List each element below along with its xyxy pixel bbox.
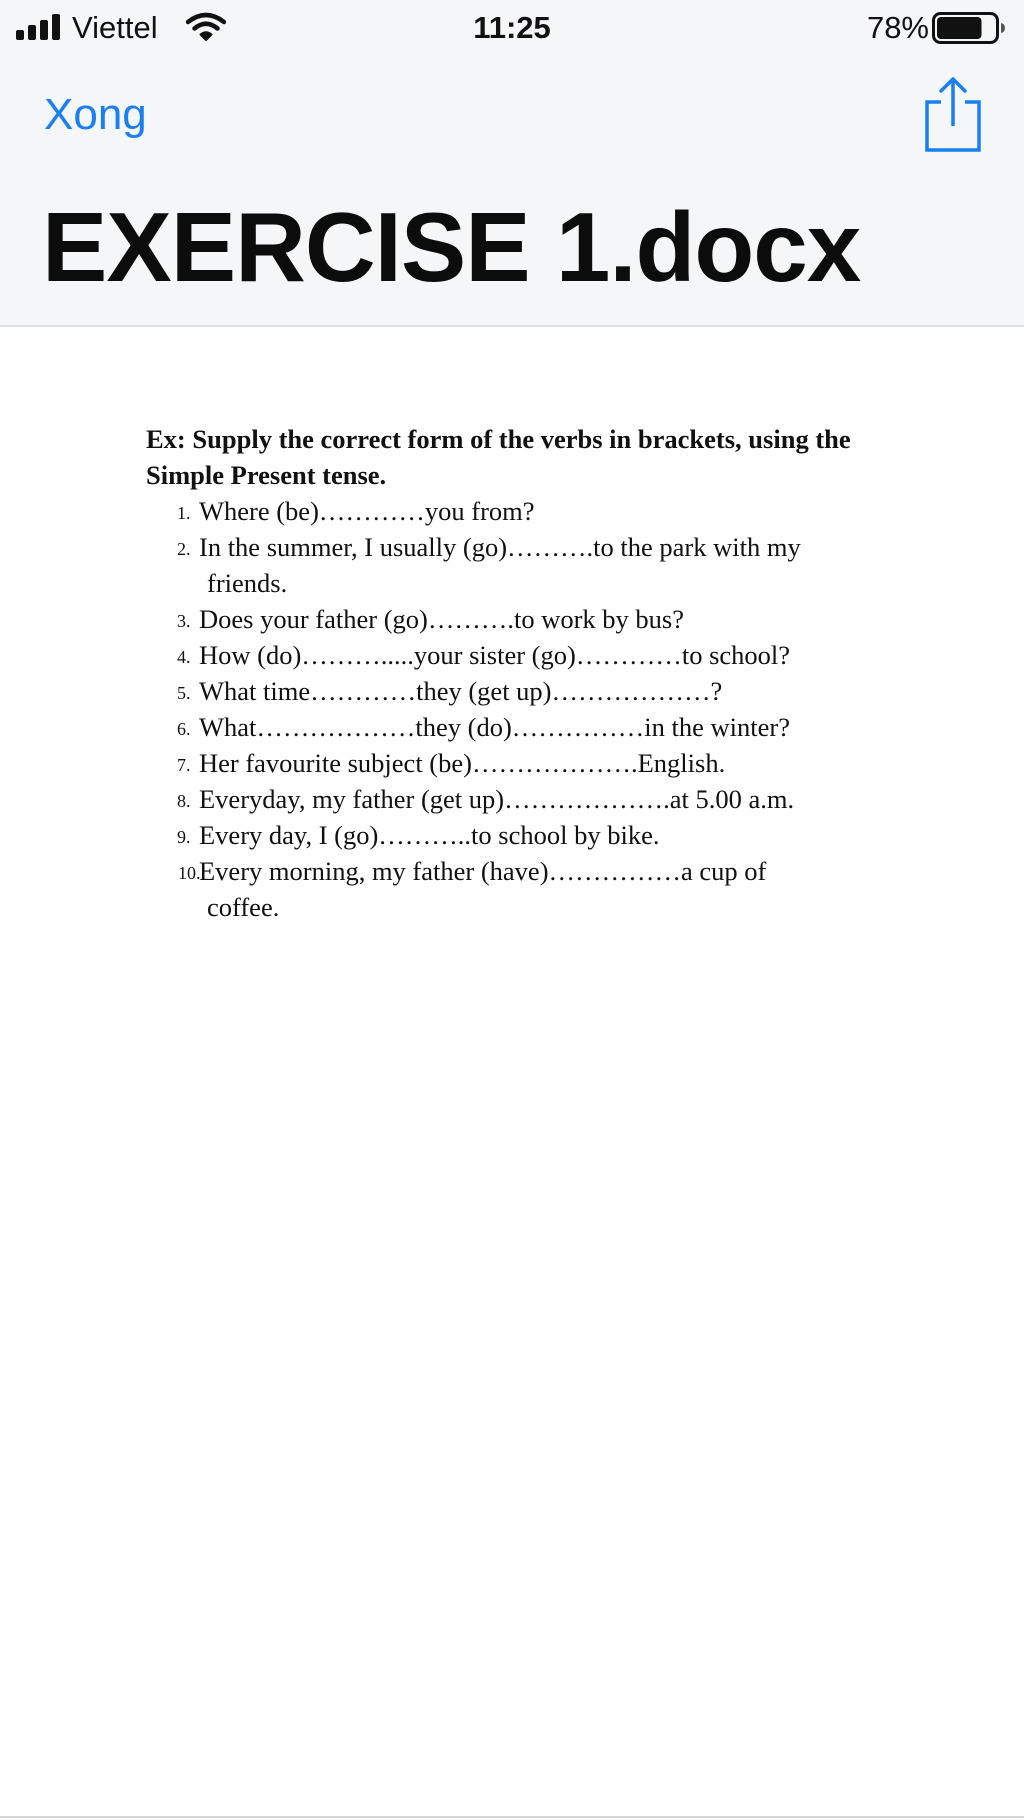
exercise-text: Everyday, my father (get up)……………….at 5.00 a.m. <box>199 784 795 814</box>
bottom-divider <box>0 1816 1024 1818</box>
exercise-text: What time…………they (get up)………………? <box>199 676 723 706</box>
exercise-text-continuation: coffee. <box>207 892 280 922</box>
exercise-number: 6. <box>177 719 191 739</box>
exercise-number: 4. <box>177 647 191 667</box>
exercise-item <box>146 673 928 709</box>
exercise-number: 1. <box>177 503 191 523</box>
document-header <box>0 0 1024 327</box>
exercise-item <box>146 637 928 673</box>
exercise-number: 7. <box>177 755 191 775</box>
exercise-item <box>146 853 928 925</box>
exercise-text: How (do)……….....your sister (go)…………to school? <box>199 640 791 670</box>
share-icon[interactable] <box>922 74 984 154</box>
exercise-item <box>146 781 928 817</box>
done-button[interactable]: Xong <box>44 90 147 139</box>
carrier-name: Viettel <box>72 10 158 45</box>
exercise-number: 9. <box>177 827 191 847</box>
exercise-text: Where (be)…………you from? <box>199 496 535 526</box>
exercise-number: 8. <box>177 791 191 811</box>
exercise-text-continuation: friends. <box>207 568 288 598</box>
exercise-item <box>146 601 928 637</box>
exercise-item <box>146 817 928 853</box>
exercise-number: 5. <box>177 683 191 703</box>
exercise-text: Does your father (go)……….to work by bus? <box>199 604 684 634</box>
exercise-text: What………………they (do)……………in the winter? <box>199 712 790 742</box>
exercise-number: 10. <box>178 863 201 883</box>
status-time: 11:25 <box>473 10 551 45</box>
exercise-list <box>146 493 928 925</box>
exercise-item <box>146 745 928 781</box>
exercise-item <box>146 529 928 601</box>
exercise-text: Every morning, my father (have)……………a cup of <box>199 856 767 886</box>
exercise-instruction: Ex: Supply the correct form of the verbs in brackets, using the Simple Present tense. <box>146 424 851 490</box>
battery-level-fill <box>937 17 982 39</box>
exercise-item <box>146 709 928 745</box>
exercise-number: 2. <box>177 539 191 559</box>
exercise-text: Her favourite subject (be)……………….English. <box>199 748 726 778</box>
status-bar <box>0 0 1024 58</box>
battery-percentage: 78% <box>866 10 929 45</box>
exercise-number: 3. <box>177 611 191 631</box>
document-content <box>146 421 928 925</box>
document-page[interactable] <box>0 327 1024 1820</box>
document-title: EXERCISE 1.docx <box>42 192 861 302</box>
exercise-text: Every day, I (go)………..to school by bike. <box>199 820 660 850</box>
exercise-text: In the summer, I usually (go)……….to the park with my <box>199 532 801 562</box>
exercise-item <box>146 493 928 529</box>
battery-icon <box>932 12 1006 44</box>
